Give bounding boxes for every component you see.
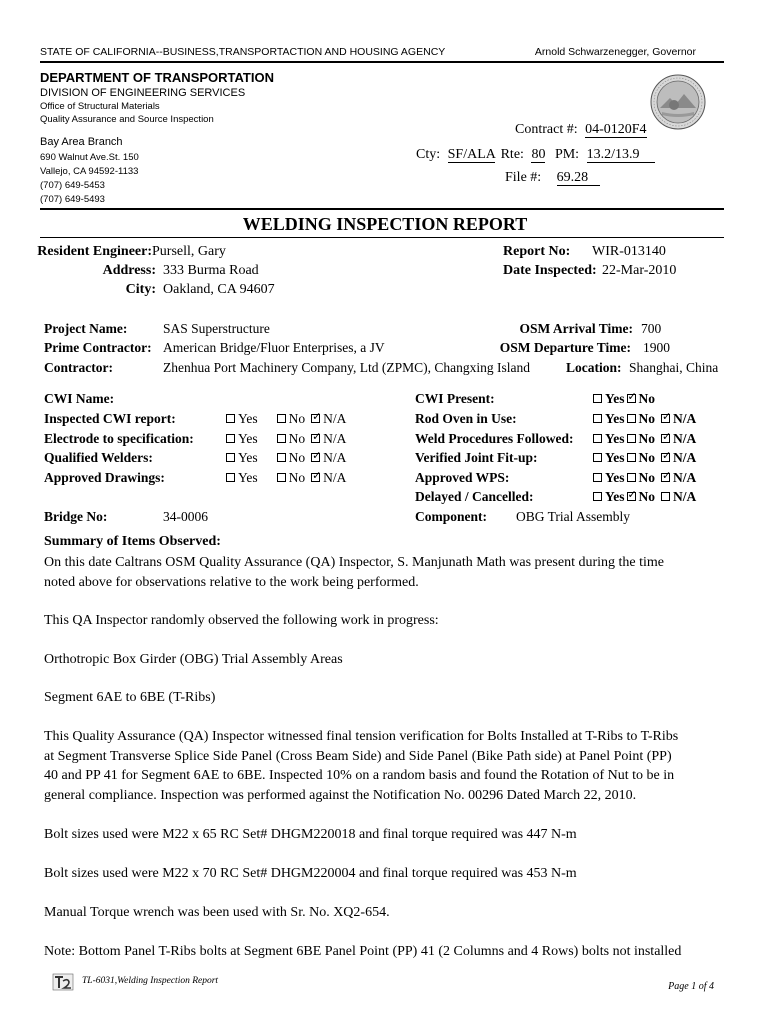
summary-line: noted above for observations relative to the work being performed. <box>44 574 419 590</box>
branch-name: Bay Area Branch <box>40 136 123 148</box>
postmile-value: 13.2/13.9 <box>587 147 656 163</box>
cwi_right-row-options <box>593 431 696 447</box>
page-number: Page 1 of 4 <box>668 981 714 992</box>
cwi_right-yes-checkbox[interactable] <box>593 492 602 501</box>
cwi_right-na-checkbox[interactable] <box>661 414 670 423</box>
route-row <box>416 147 655 163</box>
summary-paragraph-2: This QA Inspector randomly observed the following work in progress: <box>44 613 439 628</box>
report-title: WELDING INSPECTION REPORT <box>242 214 528 234</box>
file-label: File #: <box>505 170 542 185</box>
title-rule <box>40 208 724 210</box>
summary-paragraph-5 <box>44 727 724 805</box>
date-inspected-value: 22-Mar-2010 <box>602 263 677 278</box>
cwi_right-row-label: Weld Procedures Followed: <box>415 430 574 446</box>
cwi_right-yes-checkbox[interactable] <box>593 414 602 423</box>
bridge-number-label: Bridge No: <box>44 509 108 524</box>
address-value: 333 Burma Road <box>163 263 259 278</box>
qa-unit-name: Quality Assurance and Source Inspection <box>40 114 214 125</box>
cwi_left-na-checkbox[interactable] <box>311 453 320 462</box>
cwi_left-row-options <box>226 470 346 486</box>
cwi_right-row-label: Delayed / Cancelled: <box>415 489 534 504</box>
summary-paragraph-6: Bolt sizes used were M22 x 65 RC Set# DHGM220018 and final torque required was 447 N-m <box>44 827 577 842</box>
yes-option-label: Yes <box>238 469 258 485</box>
no-option-label: No <box>638 430 655 446</box>
route-value: 80 <box>531 147 546 162</box>
caltrans-logo-icon <box>52 971 74 993</box>
no-option-label: No <box>288 411 306 426</box>
yes-option-label: Yes <box>238 430 258 446</box>
summary-paragraph-9: Note: Bottom Panel T-Ribs bolts at Segment 6BE Panel Point (PP) 41 (2 Columns and 4 Rows) bolts not installed <box>44 944 682 959</box>
branch-street: 690 Walnut Ave.St. 150 <box>40 152 139 163</box>
route-label: Rte: <box>500 147 524 162</box>
yes-option-label: Yes <box>605 411 625 426</box>
na-option-label: N/A <box>323 411 347 426</box>
resident-engineer-value: Pursell, Gary <box>152 244 226 259</box>
cwi_left-yes-checkbox[interactable] <box>226 414 235 423</box>
osm-departure-label: OSM Departure Time: <box>499 340 631 355</box>
cwi_right-no-checkbox[interactable] <box>627 434 636 443</box>
department-name: DEPARTMENT OF TRANSPORTATION <box>40 70 274 85</box>
cwi_right-yes-checkbox[interactable] <box>593 473 602 482</box>
cwi_left-row-options <box>226 431 346 447</box>
summary-line: general compliance. Inspection was performed against the Notification No. 00296 Dated March 22, 2010. <box>44 787 637 803</box>
cwi_left-row-label: Electrode to specification: <box>44 430 194 446</box>
na-option-label: N/A <box>323 430 347 446</box>
branch-city: Vallejo, CA 94592-1133 <box>40 166 139 177</box>
cwi_left-no-checkbox[interactable] <box>277 473 286 482</box>
cwi_right-no-checkbox[interactable] <box>627 414 636 423</box>
cwi-present-yes-checkbox[interactable] <box>593 394 602 403</box>
location-value: Shanghai, China <box>629 360 719 375</box>
cwi_right-yes-checkbox[interactable] <box>593 434 602 443</box>
summary-paragraph-7: Bolt sizes used were M22 x 70 RC Set# DHGM220004 and final torque required was 453 N-m <box>44 866 577 881</box>
prime-contractor-label: Prime Contractor: <box>44 340 152 355</box>
summary-heading: Summary of Items Observed: <box>44 534 221 549</box>
osm-arrival-value: 700 <box>641 321 662 336</box>
yes-option-label: Yes <box>605 489 625 504</box>
cwi_left-yes-checkbox[interactable] <box>226 453 235 462</box>
na-option-label: N/A <box>673 469 697 485</box>
cwi_right-row-label: Approved WPS: <box>415 469 510 485</box>
office-name: Office of Structural Materials <box>40 101 160 112</box>
cwi-present-options <box>593 391 655 407</box>
cwi_right-no-checkbox[interactable] <box>627 453 636 462</box>
cwi-name-label: CWI Name: <box>44 391 115 406</box>
cwi_left-na-checkbox[interactable] <box>311 414 320 423</box>
contract-number-row <box>515 122 647 138</box>
branch-phone-2: (707) 649-5493 <box>40 194 105 205</box>
yes-option-label: Yes <box>238 411 258 426</box>
cwi-present-no-checkbox[interactable] <box>627 394 636 403</box>
cwi_left-no-checkbox[interactable] <box>277 414 286 423</box>
component-value: OBG Trial Assembly <box>516 509 631 524</box>
location-label: Location: <box>566 360 622 375</box>
california-seal-icon <box>650 74 706 130</box>
summary-line: 40 and PP 41 for Segment 6AE to 6BE. Inspected 10% on a random basis and found the Rotation of Nut to be in <box>44 768 675 783</box>
division-name: DIVISION OF ENGINEERING SERVICES <box>40 87 246 99</box>
contract-label: Contract #: <box>515 122 578 137</box>
na-option-label: N/A <box>673 450 697 465</box>
na-option-label: N/A <box>673 489 697 504</box>
no-option-label: No <box>638 411 655 426</box>
report-number-value: WIR-013140 <box>592 244 666 259</box>
cwi_right-row-options <box>593 450 696 466</box>
cwi_left-na-checkbox[interactable] <box>311 434 320 443</box>
cwi_right-na-checkbox[interactable] <box>661 434 670 443</box>
no-option-label: No <box>638 391 655 406</box>
postmile-label: PM: <box>554 147 580 162</box>
county-label: Cty: <box>416 147 441 162</box>
contract-value: 04-0120F4 <box>585 122 647 137</box>
form-number: TL-6031,Welding Inspection Report <box>82 976 219 986</box>
resident-engineer-label: Resident Engineer: <box>37 244 152 259</box>
cwi_right-no-checkbox[interactable] <box>627 492 636 501</box>
osm-arrival-label: OSM Arrival Time: <box>519 321 633 336</box>
summary-line: On this date Caltrans OSM Quality Assurance (QA) Inspector, S. Manjunath Math was present during the time <box>44 555 664 570</box>
address-label: Address: <box>102 263 156 278</box>
cwi_left-row-label: Inspected CWI report: <box>44 411 176 426</box>
city-label: City: <box>125 282 156 297</box>
cwi_right-na-checkbox[interactable] <box>661 473 670 482</box>
cwi_left-yes-checkbox[interactable] <box>226 434 235 443</box>
no-option-label: No <box>638 450 655 465</box>
na-option-label: N/A <box>673 430 697 446</box>
bridge-number-value: 34-0006 <box>163 509 208 524</box>
no-option-label: No <box>288 469 306 485</box>
cwi_right-row-options <box>593 489 696 505</box>
cwi_right-na-checkbox[interactable] <box>661 492 670 501</box>
cwi-present-label: CWI Present: <box>415 391 495 406</box>
cwi_right-no-checkbox[interactable] <box>627 473 636 482</box>
project-name-value: SAS Superstructure <box>163 321 270 336</box>
cwi_left-yes-checkbox[interactable] <box>226 473 235 482</box>
no-option-label: No <box>288 430 306 446</box>
osm-departure-value: 1900 <box>643 340 670 355</box>
summary-line: This Quality Assurance (QA) Inspector witnessed final tension verification for Bolts Installed at T-Ribs to T-Ribs <box>44 729 679 744</box>
yes-option-label: Yes <box>605 391 625 406</box>
yes-option-label: Yes <box>605 450 625 465</box>
agency-header: STATE OF CALIFORNIA--BUSINESS,TRANSPORTACTION AND HOUSING AGENCY <box>40 46 446 58</box>
contractor-label: Contractor: <box>44 360 113 375</box>
no-option-label: No <box>638 469 655 485</box>
cwi_right-row-label: Verified Joint Fit-up: <box>415 450 538 465</box>
cwi_right-row-label: Rod Oven in Use: <box>415 411 517 426</box>
top-rule <box>40 61 724 63</box>
no-option-label: No <box>288 450 306 465</box>
summary-paragraph-8: Manual Torque wrench was been used with Sr. No. XQ2-654. <box>44 905 390 920</box>
date-inspected-label: Date Inspected: <box>503 263 597 278</box>
summary-line: at Segment Transverse Splice Side Panel (Cross Beam Side) and Side Panel (Bike Path side) at Panel Point (PP) <box>44 748 672 764</box>
cwi_right-row-options <box>593 470 696 486</box>
na-option-label: N/A <box>323 450 347 465</box>
cwi_right-row-options <box>593 411 696 427</box>
prime-contractor-value: American Bridge/Fluor Enterprises, a JV <box>163 340 385 355</box>
yes-option-label: Yes <box>605 469 625 485</box>
governor-header: Arnold Schwarzenegger, Governor <box>534 46 696 58</box>
title-underline <box>40 237 724 238</box>
cwi_right-na-checkbox[interactable] <box>661 453 670 462</box>
file-row <box>505 170 600 186</box>
yes-option-label: Yes <box>605 430 625 446</box>
cwi_left-no-checkbox[interactable] <box>277 434 286 443</box>
cwi_left-row-options <box>226 450 346 466</box>
na-option-label: N/A <box>673 411 697 426</box>
project-name-label: Project Name: <box>44 321 128 336</box>
yes-option-label: Yes <box>238 450 258 465</box>
na-option-label: N/A <box>323 469 347 485</box>
cwi_left-na-checkbox[interactable] <box>311 473 320 482</box>
no-option-label: No <box>638 489 655 504</box>
cwi_left-row-label: Qualified Welders: <box>44 450 153 465</box>
cwi_left-row-options <box>226 411 346 427</box>
branch-phone-1: (707) 649-5453 <box>40 180 105 191</box>
cwi_right-yes-checkbox[interactable] <box>593 453 602 462</box>
county-value: SF/ALA <box>447 147 496 162</box>
summary-paragraph-1 <box>44 553 724 592</box>
cwi_left-no-checkbox[interactable] <box>277 453 286 462</box>
contractor-value: Zhenhua Port Machinery Company, Ltd (ZPMC), Changxing Island <box>163 360 530 375</box>
report-number-label: Report No: <box>503 244 571 259</box>
cwi_left-row-label: Approved Drawings: <box>44 469 165 485</box>
component-label: Component: <box>415 509 488 524</box>
city-value: Oakland, CA 94607 <box>163 282 275 297</box>
file-value: 69.28 <box>557 170 601 186</box>
summary-paragraph-3: Orthotropic Box Girder (OBG) Trial Assembly Areas <box>44 652 343 667</box>
summary-paragraph-4: Segment 6AE to 6BE (T-Ribs) <box>44 690 216 705</box>
